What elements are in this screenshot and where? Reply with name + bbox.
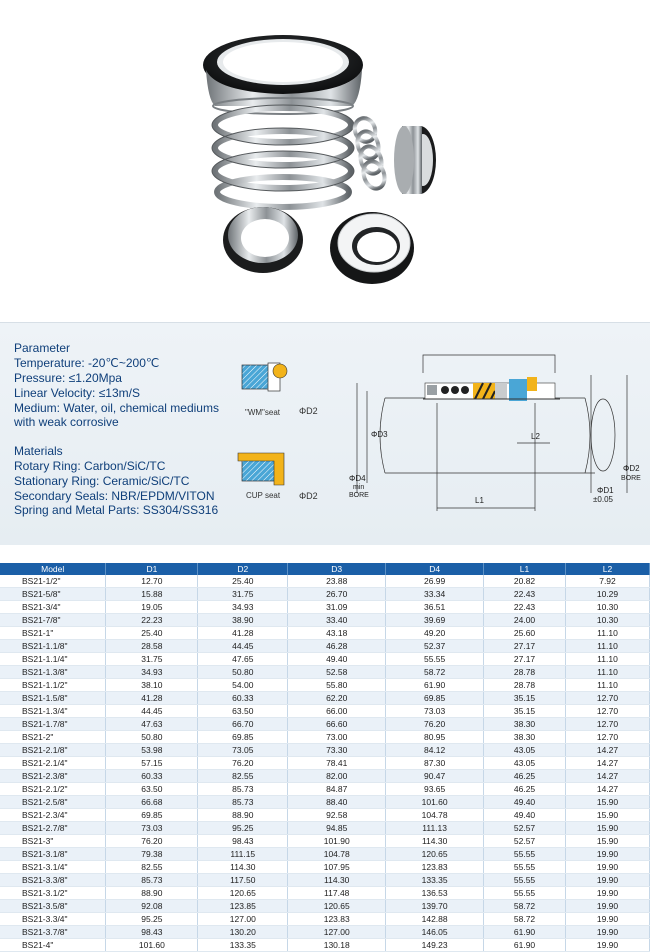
cell-l1: 38.30	[484, 731, 566, 744]
cell-l1: 49.40	[484, 796, 566, 809]
table-row	[0, 770, 650, 783]
cell-d4: 123.83	[386, 861, 484, 874]
cell-d1: 57.15	[106, 757, 198, 770]
cell-l1: 46.25	[484, 783, 566, 796]
cell-l1: 20.82	[484, 575, 566, 588]
cell-d2: 54.00	[198, 679, 288, 692]
cell-d2: 76.20	[198, 757, 288, 770]
cell-d4: 39.69	[386, 614, 484, 627]
wm-seat-ring	[223, 207, 303, 273]
cell-l1: 52.57	[484, 835, 566, 848]
cell-d2: 123.85	[198, 900, 288, 913]
cell-d2: 34.93	[198, 601, 288, 614]
cell-d4: 61.90	[386, 679, 484, 692]
cell-d3: 33.40	[288, 614, 386, 627]
cell-model: BS21-1/2"	[0, 575, 106, 588]
cell-d3: 114.30	[288, 874, 386, 887]
cell-d3: 26.70	[288, 588, 386, 601]
cell-d1: 60.33	[106, 770, 198, 783]
cell-model: BS21-5/8"	[0, 588, 106, 601]
cell-d1: 82.55	[106, 861, 198, 874]
cell-d3: 127.00	[288, 926, 386, 939]
drawing-d4-label: ΦD4	[349, 474, 366, 483]
cup-seat-d2-label: ΦD2	[299, 491, 318, 501]
cell-l2: 19.90	[566, 939, 650, 952]
cell-l2: 19.90	[566, 900, 650, 913]
cell-model: BS21-3.1/4"	[0, 861, 106, 874]
cell-d1: 66.68	[106, 796, 198, 809]
cell-model: BS21-1.1/4"	[0, 653, 106, 666]
cell-d3: 104.78	[288, 848, 386, 861]
cell-l2: 19.90	[566, 926, 650, 939]
cell-l1: 43.05	[484, 757, 566, 770]
cell-d2: 66.70	[198, 718, 288, 731]
cell-d3: 117.48	[288, 887, 386, 900]
cell-d1: 95.25	[106, 913, 198, 926]
cell-l2: 12.70	[566, 718, 650, 731]
table-row	[0, 874, 650, 887]
table-row	[0, 640, 650, 653]
column-header-d3: D3	[288, 563, 386, 575]
cell-d3: 55.80	[288, 679, 386, 692]
cell-l1: 55.55	[484, 848, 566, 861]
table-row	[0, 653, 650, 666]
drawing-d3-label: ΦD3	[371, 430, 388, 439]
cell-d4: 76.20	[386, 718, 484, 731]
table-row	[0, 861, 650, 874]
cell-d1: 41.28	[106, 692, 198, 705]
cell-l1: 49.40	[484, 809, 566, 822]
cell-d2: 47.65	[198, 653, 288, 666]
small-seal-head	[394, 126, 436, 194]
cell-d4: 139.70	[386, 900, 484, 913]
cell-l2: 10.30	[566, 601, 650, 614]
table-row	[0, 835, 650, 848]
param-pressure: Pressure: ≤1.20Mpa	[14, 371, 122, 385]
cell-l1: 55.55	[484, 861, 566, 874]
table-row	[0, 666, 650, 679]
cell-d4: 146.05	[386, 926, 484, 939]
cell-model: BS21-2.1/4"	[0, 757, 106, 770]
table-body	[0, 575, 650, 952]
cell-d1: 38.10	[106, 679, 198, 692]
cell-d3: 73.30	[288, 744, 386, 757]
cell-model: BS21-1.1/8"	[0, 640, 106, 653]
table-row	[0, 822, 650, 835]
cell-d1: 88.90	[106, 887, 198, 900]
column-header-l1: L1	[484, 563, 566, 575]
cell-l1: 27.17	[484, 653, 566, 666]
product-photo	[0, 0, 650, 322]
table-row	[0, 614, 650, 627]
material-spring-metal: Spring and Metal Parts: SS304/SS316	[14, 503, 219, 517]
cell-d3: 78.41	[288, 757, 386, 770]
cell-d1: 69.85	[106, 809, 198, 822]
wm-seat-label: "WM"seat	[245, 408, 281, 417]
cell-l1: 38.30	[484, 718, 566, 731]
table-row	[0, 887, 650, 900]
cell-d4: 52.37	[386, 640, 484, 653]
table-row	[0, 848, 650, 861]
cell-d3: 130.18	[288, 939, 386, 952]
cell-l1: 52.57	[484, 822, 566, 835]
cell-d1: 101.60	[106, 939, 198, 952]
cell-l2: 10.29	[566, 588, 650, 601]
cell-d3: 107.95	[288, 861, 386, 874]
column-header-model: Model	[0, 563, 106, 575]
cell-d2: 41.28	[198, 627, 288, 640]
table-row	[0, 575, 650, 588]
cell-d2: 88.90	[198, 809, 288, 822]
specification-panel	[0, 322, 650, 545]
cell-model: BS21-2.3/8"	[0, 770, 106, 783]
cell-d1: 92.08	[106, 900, 198, 913]
table-row	[0, 588, 650, 601]
cell-d2: 98.43	[198, 835, 288, 848]
cell-l1: 55.55	[484, 887, 566, 900]
drawing-d4-min-label: min	[353, 484, 365, 491]
cell-d4: 142.88	[386, 913, 484, 926]
materials-heading: Materials	[14, 444, 63, 458]
cell-d3: 82.00	[288, 770, 386, 783]
cell-d1: 73.03	[106, 822, 198, 835]
cell-d1: 44.45	[106, 705, 198, 718]
cell-model: BS21-1.3/4"	[0, 705, 106, 718]
cell-model: BS21-3.1/2"	[0, 887, 106, 900]
cell-d1: 25.40	[106, 627, 198, 640]
cell-d1: 28.58	[106, 640, 198, 653]
cell-d2: 69.85	[198, 731, 288, 744]
cell-model: BS21-3.1/8"	[0, 848, 106, 861]
cell-l2: 19.90	[566, 887, 650, 900]
cell-d2: 127.00	[198, 913, 288, 926]
cell-model: BS21-1.5/8"	[0, 692, 106, 705]
drawing-l1-label: L1	[475, 496, 484, 505]
cell-l1: 43.05	[484, 744, 566, 757]
table-row	[0, 783, 650, 796]
cell-model: BS21-3.3/8"	[0, 874, 106, 887]
table-row	[0, 601, 650, 614]
cell-d2: 114.30	[198, 861, 288, 874]
table-row	[0, 705, 650, 718]
cell-d2: 73.05	[198, 744, 288, 757]
cell-d4: 84.12	[386, 744, 484, 757]
cell-d1: 63.50	[106, 783, 198, 796]
cell-d4: 49.20	[386, 627, 484, 640]
cell-l2: 12.70	[566, 692, 650, 705]
cell-model: BS21-2.1/8"	[0, 744, 106, 757]
cell-d2: 44.45	[198, 640, 288, 653]
cell-d4: 36.51	[386, 601, 484, 614]
cell-d1: 19.05	[106, 601, 198, 614]
cell-d3: 123.83	[288, 913, 386, 926]
cell-d3: 84.87	[288, 783, 386, 796]
table-row	[0, 913, 650, 926]
wm-seat-diagram	[238, 361, 298, 397]
cell-d4: 90.47	[386, 770, 484, 783]
cell-d3: 73.00	[288, 731, 386, 744]
param-medium-cont: with weak corrosive	[14, 415, 119, 429]
table-row	[0, 796, 650, 809]
column-header-d1: D1	[106, 563, 198, 575]
drawing-d2-bore-label: BORE	[621, 475, 641, 482]
cell-l1: 55.55	[484, 874, 566, 887]
cup-seat-ring	[330, 212, 414, 284]
cell-d4: 87.30	[386, 757, 484, 770]
drawing-d1-label: ΦD1	[597, 486, 614, 495]
cell-l1: 46.25	[484, 770, 566, 783]
wm-seat-d2-label: ΦD2	[299, 406, 318, 416]
cell-d3: 66.60	[288, 718, 386, 731]
drawing-d1-tolerance-label: ±0.05	[593, 495, 613, 504]
cell-d4: 58.72	[386, 666, 484, 679]
cell-l2: 10.30	[566, 614, 650, 627]
cell-model: BS21-2"	[0, 731, 106, 744]
dimension-table	[0, 563, 650, 952]
cell-d1: 76.20	[106, 835, 198, 848]
cell-d2: 130.20	[198, 926, 288, 939]
table-row	[0, 939, 650, 952]
cell-d2: 82.55	[198, 770, 288, 783]
cup-seat-diagram	[236, 451, 296, 491]
cell-d4: 136.53	[386, 887, 484, 900]
column-header-l2: L2	[566, 563, 650, 575]
cell-d3: 101.90	[288, 835, 386, 848]
cell-l2: 11.10	[566, 653, 650, 666]
cell-d2: 85.73	[198, 796, 288, 809]
cell-l2: 14.27	[566, 770, 650, 783]
small-spring	[351, 115, 388, 191]
cell-model: BS21-1"	[0, 627, 106, 640]
cell-l1: 61.90	[484, 926, 566, 939]
cell-d2: 120.65	[198, 887, 288, 900]
cell-d4: 104.78	[386, 809, 484, 822]
cell-d1: 53.98	[106, 744, 198, 757]
cell-d2: 95.25	[198, 822, 288, 835]
table-header-row	[0, 563, 650, 575]
table-row	[0, 744, 650, 757]
table-row	[0, 809, 650, 822]
cell-l1: 58.72	[484, 900, 566, 913]
cell-model: BS21-2.1/2"	[0, 783, 106, 796]
cell-l2: 15.90	[566, 835, 650, 848]
cell-d2: 111.15	[198, 848, 288, 861]
cell-d2: 63.50	[198, 705, 288, 718]
cell-d4: 120.65	[386, 848, 484, 861]
cell-l2: 14.27	[566, 757, 650, 770]
cell-d3: 92.58	[288, 809, 386, 822]
cell-l2: 15.90	[566, 822, 650, 835]
cell-l2: 15.90	[566, 796, 650, 809]
cell-model: BS21-3"	[0, 835, 106, 848]
cell-l1: 27.17	[484, 640, 566, 653]
cell-d1: 98.43	[106, 926, 198, 939]
cell-l1: 61.90	[484, 939, 566, 952]
cell-l1: 35.15	[484, 692, 566, 705]
cell-d2: 25.40	[198, 575, 288, 588]
cell-l2: 15.90	[566, 809, 650, 822]
cell-l2: 11.10	[566, 666, 650, 679]
cell-l2: 7.92	[566, 575, 650, 588]
cell-d3: 46.28	[288, 640, 386, 653]
cell-d2: 133.35	[198, 939, 288, 952]
table-row	[0, 757, 650, 770]
cell-model: BS21-3/4"	[0, 601, 106, 614]
cell-l1: 58.72	[484, 913, 566, 926]
cell-d2: 38.90	[198, 614, 288, 627]
cell-d3: 62.20	[288, 692, 386, 705]
drawing-l2-label: L2	[531, 432, 540, 441]
param-medium: Medium: Water, oil, chemical mediums	[14, 401, 219, 415]
cell-l2: 11.10	[566, 679, 650, 692]
cell-model: BS21-2.5/8"	[0, 796, 106, 809]
cell-l1: 28.78	[484, 666, 566, 679]
column-header-d4: D4	[386, 563, 484, 575]
cell-l2: 12.70	[566, 731, 650, 744]
material-stationary-ring: Stationary Ring: Ceramic/SiC/TC	[14, 474, 190, 488]
table-row	[0, 692, 650, 705]
cell-l2: 19.90	[566, 874, 650, 887]
cell-l1: 22.43	[484, 601, 566, 614]
cell-l1: 22.43	[484, 588, 566, 601]
cell-d4: 114.30	[386, 835, 484, 848]
material-secondary-seals: Secondary Seals: NBR/EPDM/VITON	[14, 489, 215, 503]
cell-d1: 50.80	[106, 731, 198, 744]
cell-model: BS21-4"	[0, 939, 106, 952]
cell-l2: 11.10	[566, 640, 650, 653]
cell-d1: 15.88	[106, 588, 198, 601]
cell-l2: 14.27	[566, 783, 650, 796]
cell-d2: 85.73	[198, 783, 288, 796]
technical-drawing	[345, 343, 645, 518]
table-row	[0, 900, 650, 913]
cell-l1: 24.00	[484, 614, 566, 627]
cell-d3: 120.65	[288, 900, 386, 913]
cell-model: BS21-1.7/8"	[0, 718, 106, 731]
param-linear-velocity: Linear Velocity: ≤13m/S	[14, 386, 140, 400]
drawing-d2-label: ΦD2	[623, 464, 640, 473]
cell-model: BS21-2.3/4"	[0, 809, 106, 822]
cell-d1: 34.93	[106, 666, 198, 679]
cell-l1: 35.15	[484, 705, 566, 718]
cell-l1: 28.78	[484, 679, 566, 692]
cell-d3: 52.58	[288, 666, 386, 679]
cell-model: BS21-1.3/8"	[0, 666, 106, 679]
cell-model: BS21-7/8"	[0, 614, 106, 627]
cell-l2: 19.90	[566, 913, 650, 926]
cell-model: BS21-3.7/8"	[0, 926, 106, 939]
column-header-d2: D2	[198, 563, 288, 575]
cell-l2: 12.70	[566, 705, 650, 718]
cell-d3: 88.40	[288, 796, 386, 809]
cell-d3: 43.18	[288, 627, 386, 640]
cell-d2: 31.75	[198, 588, 288, 601]
cell-d3: 49.40	[288, 653, 386, 666]
material-rotary-ring: Rotary Ring: Carbon/SiC/TC	[14, 459, 166, 473]
main-seal-assembly	[203, 35, 363, 207]
table-row	[0, 718, 650, 731]
cell-l1: 25.60	[484, 627, 566, 640]
cell-d1: 22.23	[106, 614, 198, 627]
cell-d1: 85.73	[106, 874, 198, 887]
drawing-d4-bore-label: BORE	[349, 492, 369, 499]
cell-d2: 117.50	[198, 874, 288, 887]
cell-d3: 23.88	[288, 575, 386, 588]
cell-d4: 55.55	[386, 653, 484, 666]
cell-d1: 31.75	[106, 653, 198, 666]
cell-model: BS21-3.3/4"	[0, 913, 106, 926]
cell-d2: 60.33	[198, 692, 288, 705]
cell-d4: 73.03	[386, 705, 484, 718]
cell-d1: 47.63	[106, 718, 198, 731]
cell-d3: 31.09	[288, 601, 386, 614]
cell-d4: 33.34	[386, 588, 484, 601]
cell-model: BS21-3.5/8"	[0, 900, 106, 913]
cell-d1: 12.70	[106, 575, 198, 588]
cell-d4: 93.65	[386, 783, 484, 796]
cell-d4: 69.85	[386, 692, 484, 705]
cell-d2: 50.80	[198, 666, 288, 679]
table-row	[0, 926, 650, 939]
cell-d4: 80.95	[386, 731, 484, 744]
cell-model: BS21-1.1/2"	[0, 679, 106, 692]
cell-d3: 94.85	[288, 822, 386, 835]
cell-d4: 149.23	[386, 939, 484, 952]
cell-l2: 14.27	[566, 744, 650, 757]
cell-d3: 66.00	[288, 705, 386, 718]
cell-d4: 26.99	[386, 575, 484, 588]
cell-l2: 19.90	[566, 861, 650, 874]
table-row	[0, 627, 650, 640]
cell-d1: 79.38	[106, 848, 198, 861]
parameter-heading: Parameter	[14, 341, 71, 355]
cup-seat-label: CUP seat	[246, 491, 281, 500]
cell-d4: 111.13	[386, 822, 484, 835]
table-row	[0, 679, 650, 692]
cell-d4: 101.60	[386, 796, 484, 809]
param-temperature: Temperature: -20℃~200℃	[14, 356, 160, 370]
cell-model: BS21-2.7/8"	[0, 822, 106, 835]
table-row	[0, 731, 650, 744]
cell-d4: 133.35	[386, 874, 484, 887]
cell-l2: 19.90	[566, 848, 650, 861]
cell-l2: 11.10	[566, 627, 650, 640]
